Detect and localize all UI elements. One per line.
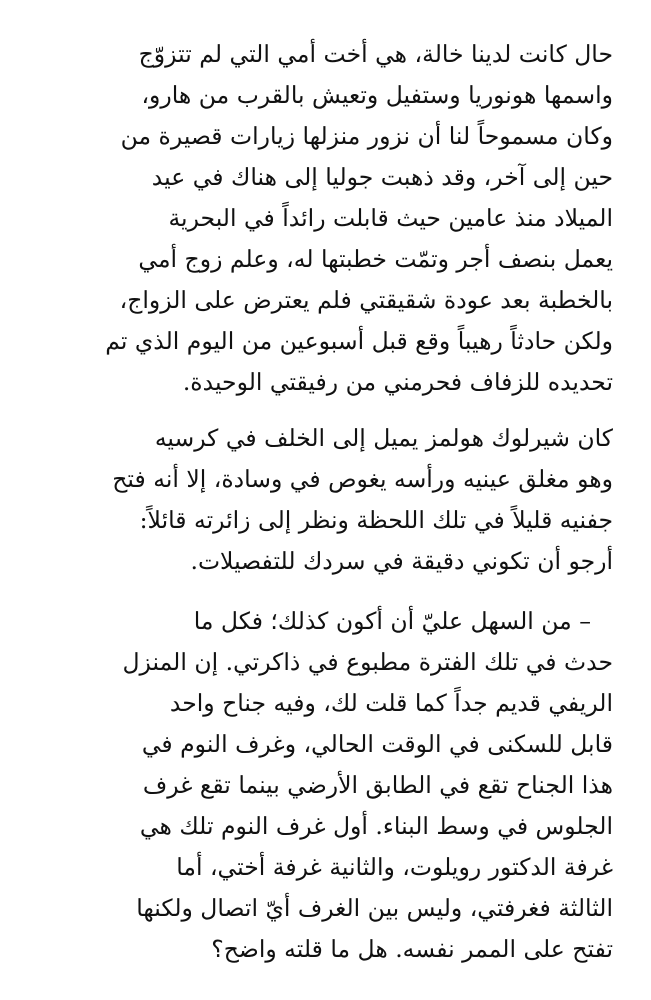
text-line: يعمل بنصف أجر وتمّت خطبتها له، وعلم زوج أمي xyxy=(138,245,613,273)
text-line: الجلوس في وسط البناء. أول غرف النوم تلك هي xyxy=(139,812,613,840)
paragraph-holmes-listening xyxy=(42,418,613,582)
text-line: الميلاد منذ عامين حيث قابلت رائداً في البحرية xyxy=(168,204,613,232)
text-line: حدث في تلك الفترة مطبوع في ذاكرتي. إن المنزل xyxy=(122,648,613,676)
text-line: الريفي قديم جداً كما قلت لك، وفيه جناح واحد xyxy=(169,689,613,717)
text-line: الثالثة فغرفتي، وليس بين الغرف أيّ اتصال ولكنها xyxy=(136,894,613,922)
text-line: جفنيه قليلاً في تلك اللحظة ونظر إلى زائرته قائلاً: xyxy=(139,506,613,534)
paragraph-aunt-engagement xyxy=(42,34,613,403)
text-line: ولكن حادثاً رهيباً وقع قبل أسبوعين من اليوم الذي تم xyxy=(105,327,613,355)
text-line: وهو مغلق عينيه ورأسه يغوص في وسادة، إلا أنه فتح xyxy=(112,465,613,493)
text-line: قابل للسكنى في الوقت الحالي، وغرف النوم في xyxy=(141,730,613,758)
text-line: تفتح على الممر نفسه. هل ما قلته واضح؟ xyxy=(211,935,613,963)
text-line: كان شيرلوك هولمز يميل إلى الخلف في كرسيه xyxy=(154,424,613,452)
text-line: بالخطبة بعد عودة شقيقتي فلم يعترض على الزواج، xyxy=(119,286,613,314)
text-line: أرجو أن تكوني دقيقة في سردك للتفصيلات. xyxy=(190,547,613,575)
text-line: حين إلى آخر، وقد ذهبت جوليا إلى هناك في عيد xyxy=(151,163,613,191)
text-line: تحديده للزفاف فحرمني من رفيقتي الوحيدة. xyxy=(182,368,613,396)
text-line: حال كانت لدينا خالة، هي أخت أمي التي لم تتزوّج xyxy=(138,40,613,68)
text-line: غرفة الدكتور رويلوت، والثانية غرفة أختي، أما xyxy=(176,853,613,881)
text-line: واسمها هونوريا وستفيل وتعيش بالقرب من هارو، xyxy=(141,81,613,109)
text-line: وكان مسموحاً لنا أن نزور منزلها زيارات قصيرة من xyxy=(120,122,613,150)
text-line: – من السهل عليّ أن أكون كذلك؛ فكل ما xyxy=(193,607,591,635)
text-line: هذا الجناح تقع في الطابق الأرضي بينما تقع غرف xyxy=(142,771,613,799)
paragraph-house-description xyxy=(42,601,613,970)
